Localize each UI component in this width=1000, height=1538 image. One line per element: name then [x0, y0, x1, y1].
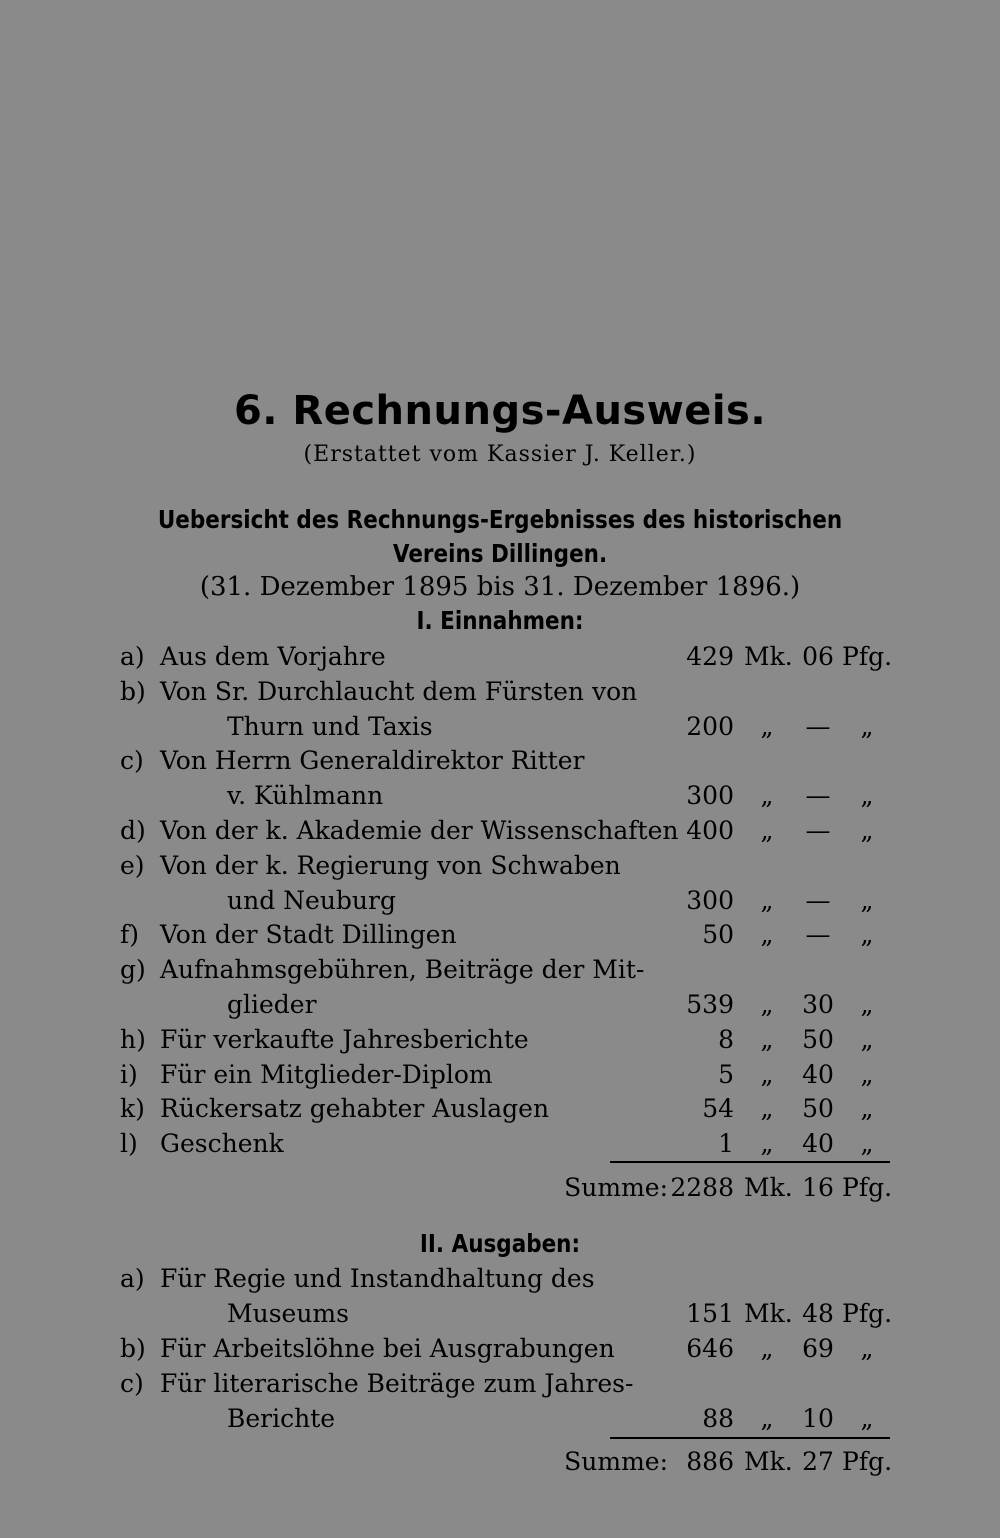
row-unit2: „: [860, 1059, 874, 1089]
row-amount: 300: [686, 781, 734, 811]
row-pfennig: 40: [802, 1129, 834, 1159]
row-pfennig: —: [805, 816, 831, 845]
row-text: Berichte: [227, 1404, 336, 1433]
expenses-sum-rule: [610, 1437, 890, 1439]
row-amount: 646: [686, 1334, 734, 1363]
table-row: [0, 1262, 1000, 1296]
expenses-sum-unit: Mk.: [744, 1447, 793, 1476]
row-unit: „: [760, 1024, 774, 1054]
income-sum-unit: Mk.: [744, 1173, 793, 1202]
table-row: [0, 1402, 1000, 1436]
row-text: Für Arbeitslöhne bei Ausgrabungen: [160, 1334, 615, 1363]
table-row: [0, 849, 1000, 883]
row-unit2: „: [860, 885, 874, 915]
row-text: Für literarische Beiträge zum Jahres-: [160, 1369, 634, 1398]
row-label: b): [120, 1334, 146, 1363]
row-unit2: „: [860, 781, 874, 811]
row-text: und Neuburg: [227, 885, 396, 915]
row-text: Rückersatz gehabter Auslagen: [160, 1094, 550, 1124]
row-pfennig: 40: [802, 1059, 834, 1089]
row-label: a): [120, 1264, 145, 1293]
income-section-title: I. Einnahmen:: [416, 606, 584, 635]
income-sum-label: Summe:: [564, 1173, 668, 1202]
table-row: [0, 1297, 1000, 1331]
table-row: [0, 1332, 1000, 1366]
document-subtitle: (Erstattet vom Kassier J. Keller.): [303, 442, 697, 467]
expenses-sum-amount: 886: [686, 1447, 734, 1476]
row-pfennig: —: [805, 781, 831, 811]
row-text: Von der k. Regierung von Schwaben: [160, 850, 621, 880]
row-text: glieder: [227, 990, 317, 1019]
row-pfennig: 50: [802, 1024, 834, 1054]
row-label: f): [120, 920, 140, 950]
expenses-sum-pf: 27: [802, 1447, 834, 1476]
row-label: b): [120, 676, 146, 706]
row-pfennig: —: [805, 885, 831, 915]
row-amount: 429: [686, 642, 734, 671]
row-text: Geschenk: [160, 1129, 284, 1159]
row-unit: „: [760, 816, 774, 845]
income-sum-pf: 16: [802, 1173, 834, 1202]
row-amount: 1: [718, 1129, 734, 1159]
income-sum-amount: 2288: [670, 1173, 734, 1202]
row-label: h): [120, 1024, 146, 1054]
table-row: [0, 1127, 1000, 1161]
row-unit: Mk.: [744, 642, 793, 671]
row-text: Museums: [227, 1299, 349, 1328]
row-pfennig: 10: [802, 1404, 834, 1433]
row-text: Für verkaufte Jahresberichte: [160, 1024, 529, 1054]
table-row: [0, 884, 1000, 918]
row-amount: 8: [718, 1024, 734, 1054]
row-text: Von Sr. Durchlaucht dem Fürsten von: [160, 676, 638, 706]
row-amount: 50: [702, 920, 734, 950]
row-text: Von der Stadt Dillingen: [160, 920, 457, 950]
row-unit: „: [760, 711, 774, 741]
row-text: Aus dem Vorjahre: [160, 642, 386, 671]
row-amount: 88: [702, 1404, 734, 1433]
row-unit: „: [760, 1129, 774, 1159]
row-unit: „: [760, 1334, 774, 1363]
row-unit2: „: [860, 1129, 874, 1159]
row-amount: 200: [686, 711, 734, 741]
row-pfennig: 06: [802, 642, 834, 671]
row-unit: „: [760, 1404, 774, 1433]
row-pfennig: 48: [802, 1299, 834, 1328]
row-amount: 539: [686, 990, 734, 1019]
row-label: d): [120, 816, 146, 845]
row-unit2: „: [860, 990, 874, 1019]
row-text: Für ein Mitglieder-Diplom: [160, 1059, 493, 1089]
row-label: a): [120, 642, 145, 671]
row-unit2: „: [860, 920, 874, 950]
row-label: k): [120, 1094, 145, 1124]
row-label: i): [120, 1059, 138, 1089]
income-sum-rule: [610, 1161, 890, 1163]
row-amount: 151: [686, 1299, 734, 1328]
row-unit2: „: [860, 1024, 874, 1054]
table-row: [0, 953, 1000, 987]
row-text: Aufnahmsgebühren, Beiträge der Mit-: [160, 955, 645, 985]
table-row: [0, 1023, 1000, 1057]
row-unit: „: [760, 1059, 774, 1089]
overview-heading-line-2: Vereins Dillingen.: [392, 539, 608, 568]
row-text: Für Regie und Instandhaltung des: [160, 1264, 595, 1293]
row-unit2: „: [860, 1404, 874, 1433]
table-row: [0, 675, 1000, 709]
table-row: [0, 1367, 1000, 1401]
row-label: e): [120, 850, 145, 880]
expenses-sum-unit2: Pfg.: [842, 1447, 893, 1476]
row-unit2: Pfg.: [842, 642, 893, 671]
table-row: [0, 814, 1000, 848]
table-row: [0, 1058, 1000, 1092]
table-row: [0, 918, 1000, 952]
row-unit2: „: [860, 1094, 874, 1124]
table-row: [0, 710, 1000, 744]
row-unit: „: [760, 885, 774, 915]
expenses-sum-label: Summe:: [564, 1447, 668, 1476]
overview-heading-line-1: Uebersicht des Rechnungs-Ergebnisses des historischen: [157, 505, 843, 534]
row-pfennig: —: [805, 920, 831, 950]
row-unit2: „: [860, 816, 874, 845]
row-text: v. Kühlmann: [227, 781, 384, 811]
table-row: [0, 640, 1000, 674]
table-row: [0, 779, 1000, 813]
row-amount: 54: [702, 1094, 734, 1124]
row-pfennig: 30: [802, 990, 834, 1019]
row-unit: Mk.: [744, 1299, 793, 1328]
income-sum-row: [0, 1171, 1000, 1205]
row-unit2: „: [860, 1334, 874, 1363]
expenses-sum-row: [0, 1445, 1000, 1479]
row-pfennig: —: [805, 711, 831, 741]
row-text: Von der k. Akademie der Wissenschaften: [160, 816, 679, 845]
row-unit: „: [760, 781, 774, 811]
row-unit2: Pfg.: [842, 1299, 893, 1328]
row-pfennig: 50: [802, 1094, 834, 1124]
row-label: l): [120, 1129, 138, 1159]
row-label: c): [120, 746, 144, 776]
row-label: c): [120, 1369, 144, 1398]
row-text: Thurn und Taxis: [227, 711, 433, 741]
table-row: [0, 1092, 1000, 1126]
row-amount: 300: [686, 885, 734, 915]
row-amount: 5: [718, 1059, 734, 1089]
accounting-period: (31. Dezember 1895 bis 31. Dezember 1896.): [199, 572, 801, 602]
document-title: 6. Rechnungs-Ausweis.: [233, 388, 767, 434]
row-unit: „: [760, 1094, 774, 1124]
row-unit: „: [760, 990, 774, 1019]
row-amount: 400: [686, 816, 734, 845]
table-row: [0, 744, 1000, 778]
expenses-section-title: II. Ausgaben:: [419, 1229, 581, 1258]
row-text: Von Herrn Generaldirektor Ritter: [160, 746, 585, 776]
row-label: g): [120, 955, 146, 985]
income-sum-unit2: Pfg.: [842, 1173, 893, 1202]
row-unit: „: [760, 920, 774, 950]
table-row: [0, 988, 1000, 1022]
row-unit2: „: [860, 711, 874, 741]
row-pfennig: 69: [802, 1334, 834, 1363]
